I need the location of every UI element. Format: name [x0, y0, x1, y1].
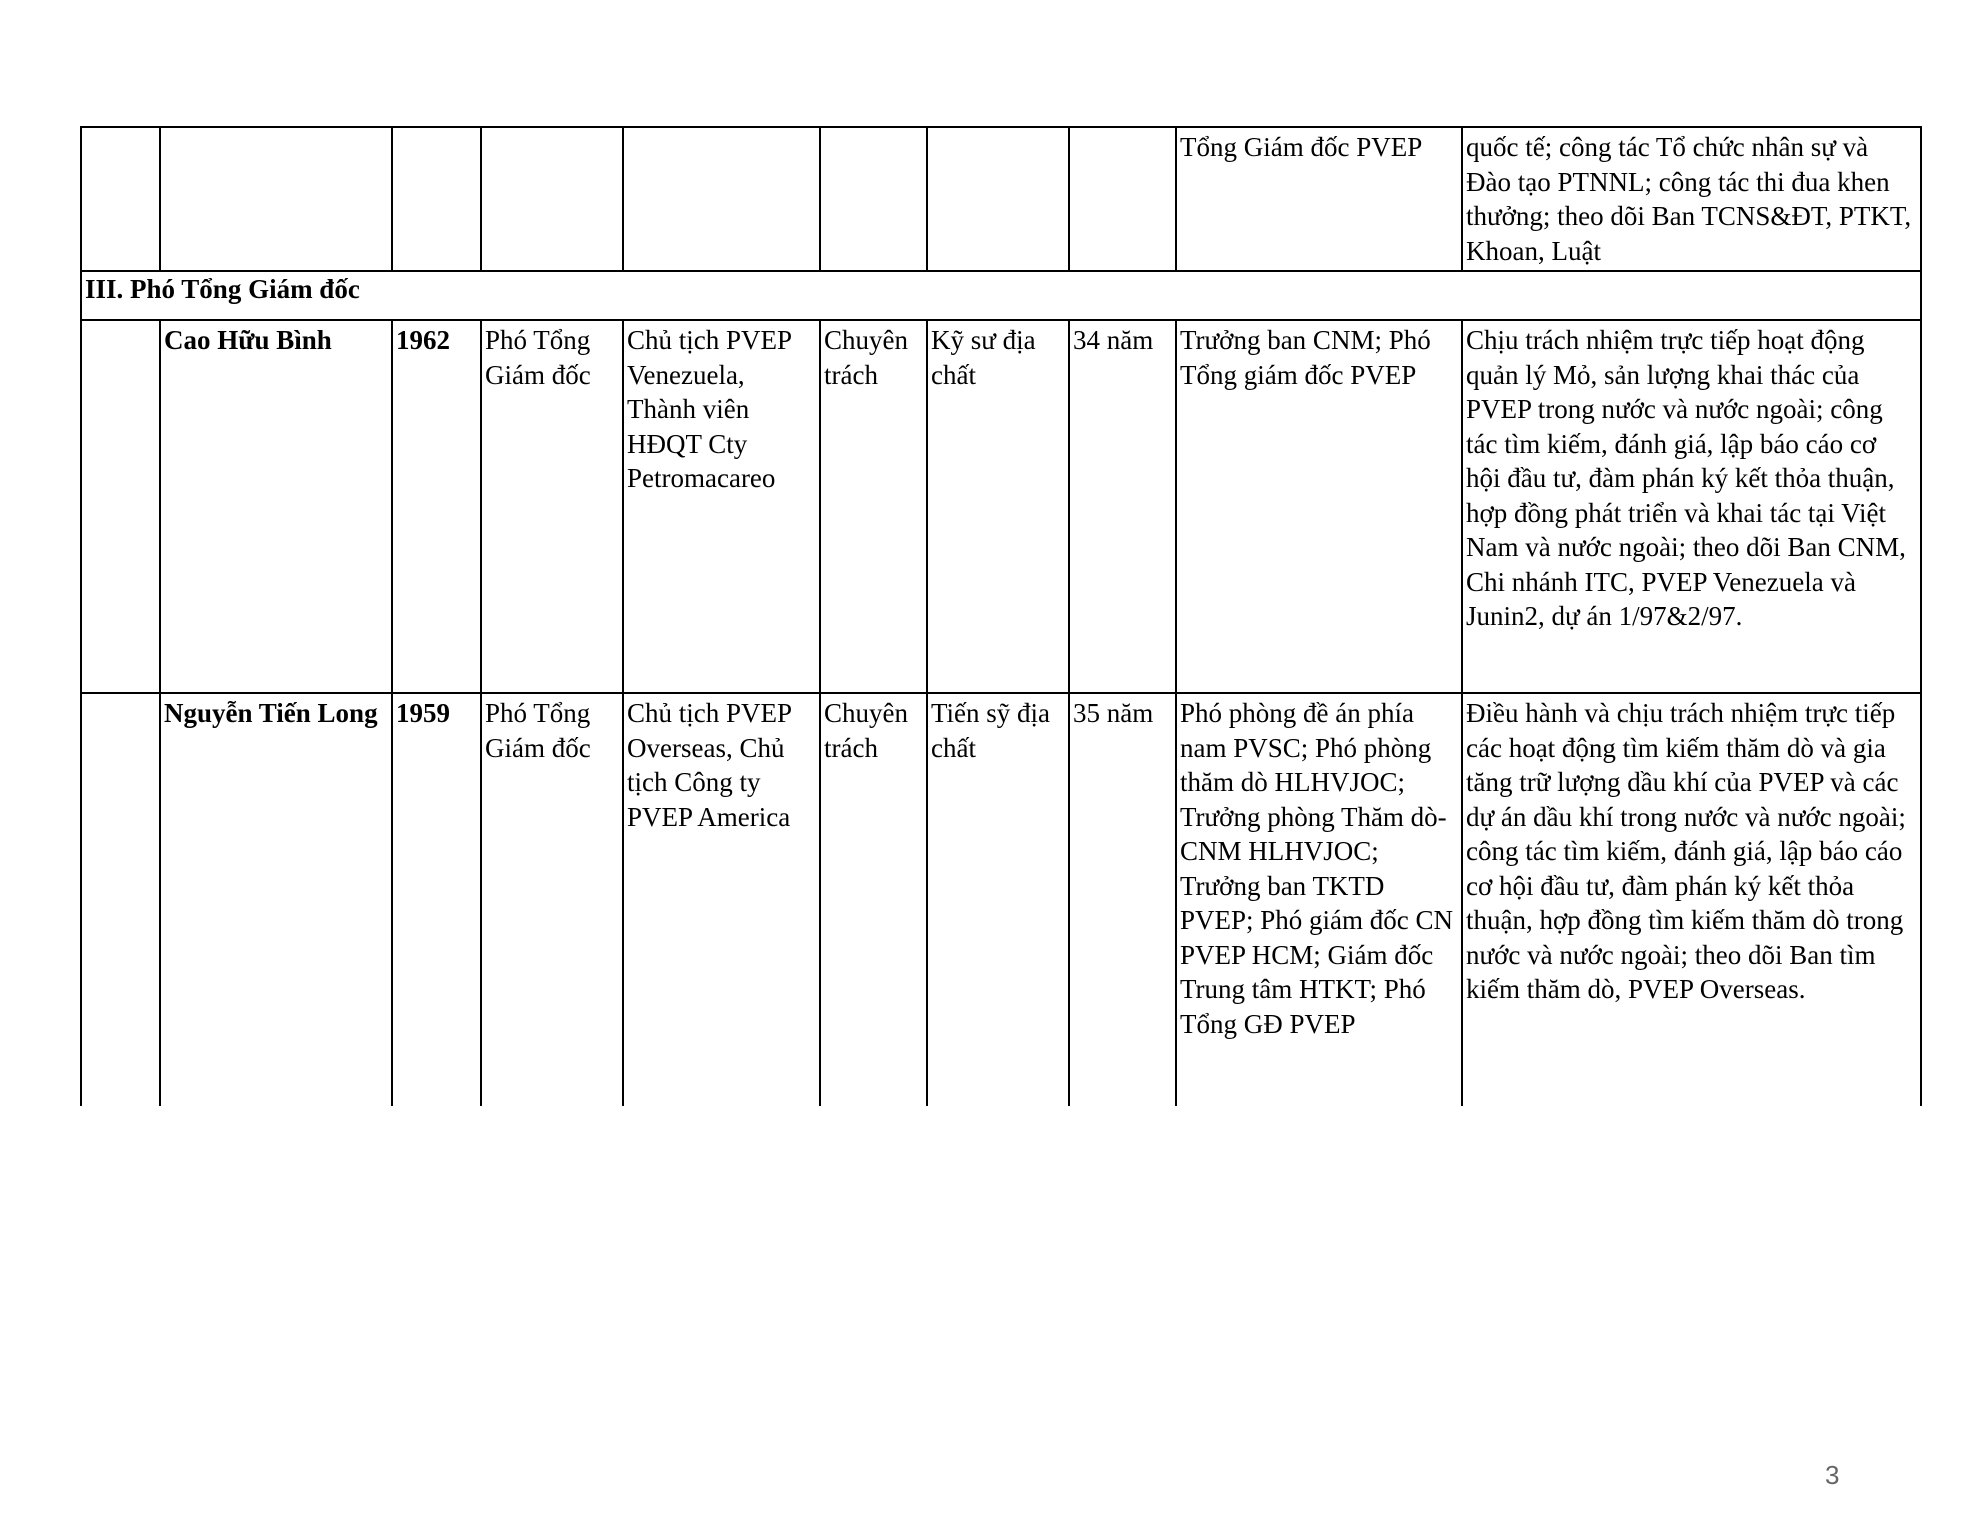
cell-prev-position: Phó phòng đề án phía nam PVSC; Phó phòng thăm dò HLHVJOC; Trưởng phòng Thăm dò-CNM HLHVJOC; Trưởng ban TKTD PVEP; Phó giám đốc CN PVEP HCM; Giám đốc Trung tâm HTKT; Phó Tổng GĐ PVEP — [1176, 693, 1462, 1106]
section-title: III. Phó Tổng Giám đốc — [81, 271, 1921, 320]
cell-experience — [1069, 127, 1176, 271]
cell-name: Nguyễn Tiến Long — [160, 693, 392, 1106]
cell-status: Chuyên trách — [820, 693, 927, 1106]
cell-duties: Chịu trách nhiệm trực tiếp hoạt động quản lý Mỏ, sản lượng khai thác của PVEP trong nước và nước ngoài; công tác tìm kiếm, đánh giá, lập báo cáo cơ hội đầu tư, đàm phán ký kết thỏa thuận, hợp đồng phát triển và khai tác tại Việt Nam và nước ngoài; theo dõi Ban CNM, Chi nhánh ITC, PVEP Venezuela và Junin2, dự án 1/97&2/97. — [1462, 320, 1921, 693]
cell-degree: Tiến sỹ địa chất — [927, 693, 1069, 1106]
cell-prev-position: Trưởng ban CNM; Phó Tổng giám đốc PVEP — [1176, 320, 1462, 693]
cell-birth-year: 1959 — [392, 693, 481, 1106]
officers-table — [80, 126, 1922, 1106]
cell-stt — [81, 693, 160, 1106]
cell-stt — [81, 127, 160, 271]
section-row — [81, 271, 1921, 320]
cell-birth-year — [392, 127, 481, 271]
cell-degree: Kỹ sư địa chất — [927, 320, 1069, 693]
cell-status — [820, 127, 927, 271]
cell-position: Phó Tổng Giám đốc — [481, 320, 623, 693]
cell-concurrent: Chủ tịch PVEP Venezuela, Thành viên HĐQT Cty Petromacareo — [623, 320, 820, 693]
page-number: 3 — [1825, 1460, 1840, 1490]
cell-name — [160, 127, 392, 271]
table-row — [81, 693, 1921, 1106]
cell-position — [481, 127, 623, 271]
cell-birth-year: 1962 — [392, 320, 481, 693]
cell-duties: quốc tế; công tác Tổ chức nhân sự và Đào tạo PTNNL; công tác thi đua khen thưởng; theo dõi Ban TCNS&ĐT, PTKT, Khoan, Luật — [1462, 127, 1921, 271]
cell-status: Chuyên trách — [820, 320, 927, 693]
cell-prev-position: Tổng Giám đốc PVEP — [1176, 127, 1462, 271]
cell-name: Cao Hữu Bình — [160, 320, 392, 693]
cell-stt — [81, 320, 160, 693]
cell-experience: 35 năm — [1069, 693, 1176, 1106]
continued-row — [81, 127, 1921, 271]
cell-experience: 34 năm — [1069, 320, 1176, 693]
cell-concurrent — [623, 127, 820, 271]
cell-position: Phó Tổng Giám đốc — [481, 693, 623, 1106]
cell-concurrent: Chủ tịch PVEP Overseas, Chủ tịch Công ty PVEP America — [623, 693, 820, 1106]
cell-duties: Điều hành và chịu trách nhiệm trực tiếp các hoạt động tìm kiếm thăm dò và gia tăng trữ lượng dầu khí của PVEP và các dự án dầu khí trong nước và nước ngoài; công tác tìm kiếm, đánh giá, lập báo cáo cơ hội đầu tư, đàm phán ký kết thỏa thuận, hợp đồng tìm kiếm thăm dò trong nước và nước ngoài; theo dõi Ban tìm kiếm thăm dò, PVEP Overseas. — [1462, 693, 1921, 1106]
table-row — [81, 320, 1921, 693]
cell-degree — [927, 127, 1069, 271]
